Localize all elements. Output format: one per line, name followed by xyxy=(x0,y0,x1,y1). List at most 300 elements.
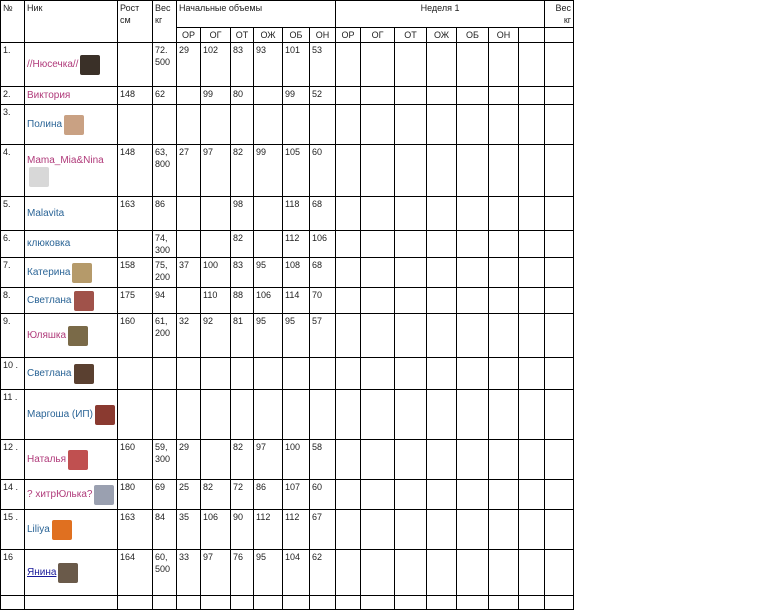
cell-height: 164 xyxy=(118,550,153,596)
cell-og xyxy=(201,231,231,258)
week-cell xyxy=(361,510,395,550)
week-cell xyxy=(395,87,427,105)
week-cell xyxy=(519,87,545,105)
cell-ot: 81 xyxy=(231,314,254,358)
cell-og: 92 xyxy=(201,314,231,358)
week-cell xyxy=(489,288,519,314)
empty-cell xyxy=(545,596,574,610)
cell-on: 68 xyxy=(310,197,336,231)
nick-name[interactable]: Янина xyxy=(27,567,57,578)
week-cell xyxy=(545,231,574,258)
nick-cell xyxy=(25,550,118,596)
cell-ob xyxy=(283,358,310,390)
cell-or: 27 xyxy=(177,145,201,197)
cell-on: 57 xyxy=(310,314,336,358)
initial-col-1: ОГ xyxy=(201,28,231,43)
week-cell xyxy=(427,145,457,197)
cell-on: 53 xyxy=(310,43,336,87)
week-cell xyxy=(545,197,574,231)
cell-ozh xyxy=(254,358,283,390)
week-cell xyxy=(489,440,519,480)
week-cell xyxy=(427,43,457,87)
week-cell xyxy=(336,550,361,596)
cell-or xyxy=(177,358,201,390)
week-cell xyxy=(361,145,395,197)
week-cell xyxy=(427,480,457,510)
row-number: 5. xyxy=(1,197,25,231)
table-row xyxy=(1,43,574,87)
cell-weight: 61, 200 xyxy=(153,314,177,358)
week-weight-header: Вес кг xyxy=(545,1,574,28)
week-col-4: ОБ xyxy=(457,28,489,43)
nick-cell xyxy=(25,288,118,314)
week-cell xyxy=(361,480,395,510)
empty-cell xyxy=(489,596,519,610)
empty-cell xyxy=(254,596,283,610)
week-cell xyxy=(336,231,361,258)
week-cell xyxy=(545,440,574,480)
cell-ot: 90 xyxy=(231,510,254,550)
week-col-0: ОР xyxy=(336,28,361,43)
week-cell xyxy=(489,480,519,510)
avatar xyxy=(58,563,78,583)
cell-height: 148 xyxy=(118,145,153,197)
cell-on xyxy=(310,105,336,145)
nick-name: Liliya xyxy=(27,524,50,535)
week-cell xyxy=(457,105,489,145)
week-cell xyxy=(395,258,427,288)
cell-ozh xyxy=(254,231,283,258)
week-cell xyxy=(519,510,545,550)
cell-weight: 94 xyxy=(153,288,177,314)
cell-og: 110 xyxy=(201,288,231,314)
week-cell xyxy=(336,288,361,314)
cell-og: 100 xyxy=(201,258,231,288)
cell-height xyxy=(118,358,153,390)
week-col-5: ОН xyxy=(489,28,519,43)
week-cell xyxy=(336,145,361,197)
week-cell xyxy=(395,480,427,510)
nick-name: //Нюсечка// xyxy=(27,59,79,70)
week-cell xyxy=(545,43,574,87)
cell-ob: 95 xyxy=(283,314,310,358)
cell-ot xyxy=(231,390,254,440)
cell-ot xyxy=(231,358,254,390)
week-cell xyxy=(395,510,427,550)
cell-ozh xyxy=(254,87,283,105)
nick-name: клюковка xyxy=(27,238,71,250)
cell-weight xyxy=(153,390,177,440)
week-cell xyxy=(489,358,519,390)
nick-name: Виктория xyxy=(27,89,71,101)
avatar xyxy=(52,520,72,540)
week-cell xyxy=(395,440,427,480)
row-number: 6. xyxy=(1,231,25,258)
cell-height xyxy=(118,390,153,440)
nick-name: Mama_Mia&Nina xyxy=(27,154,104,166)
nick-cell xyxy=(25,145,118,197)
cell-ot: 82 xyxy=(231,231,254,258)
week-cell xyxy=(395,197,427,231)
row-number: 12 . xyxy=(1,440,25,480)
cell-ob: 108 xyxy=(283,258,310,288)
week-cell xyxy=(457,145,489,197)
table-row xyxy=(1,231,574,258)
cell-on: 67 xyxy=(310,510,336,550)
cell-ob xyxy=(283,105,310,145)
table-row xyxy=(1,258,574,288)
week-cell xyxy=(427,87,457,105)
empty-cell xyxy=(395,596,427,610)
cell-height: 160 xyxy=(118,440,153,480)
cell-height: 148 xyxy=(118,87,153,105)
cell-on: 60 xyxy=(310,145,336,197)
cell-ob xyxy=(283,390,310,440)
empty-cell xyxy=(427,596,457,610)
avatar xyxy=(74,291,94,311)
table-row xyxy=(1,105,574,145)
week-cell xyxy=(519,105,545,145)
week-cell xyxy=(361,258,395,288)
week-cell xyxy=(457,87,489,105)
cell-ozh: 106 xyxy=(254,288,283,314)
cell-ozh: 95 xyxy=(254,258,283,288)
cell-ozh xyxy=(254,197,283,231)
week-cell xyxy=(489,87,519,105)
week-cell xyxy=(489,258,519,288)
week-cell xyxy=(336,314,361,358)
empty-cell xyxy=(25,596,118,610)
week-cell xyxy=(361,87,395,105)
week-cell xyxy=(489,550,519,596)
week-cell xyxy=(361,550,395,596)
cell-ob: 112 xyxy=(283,510,310,550)
cell-height xyxy=(118,231,153,258)
nick-cell xyxy=(25,197,118,231)
nick-cell xyxy=(25,105,118,145)
nick-name: Наталья xyxy=(27,454,67,465)
row-number: 7. xyxy=(1,258,25,288)
initial-col-5: ОН xyxy=(310,28,336,43)
empty-cell xyxy=(519,596,545,610)
week-cell xyxy=(361,197,395,231)
cell-ozh: 95 xyxy=(254,550,283,596)
week-cell xyxy=(489,43,519,87)
week-cell xyxy=(545,390,574,440)
week-cell xyxy=(361,358,395,390)
week-cell xyxy=(545,358,574,390)
row-number: 9. xyxy=(1,314,25,358)
cell-or: 37 xyxy=(177,258,201,288)
cell-ob: 118 xyxy=(283,197,310,231)
week-cell xyxy=(427,440,457,480)
cell-weight: 86 xyxy=(153,197,177,231)
week-cell xyxy=(336,87,361,105)
avatar xyxy=(64,115,84,135)
initial-col-3: ОЖ xyxy=(254,28,283,43)
week-col-extra xyxy=(519,28,545,43)
cell-ozh: 112 xyxy=(254,510,283,550)
nick-cell xyxy=(25,258,118,288)
cell-or: 33 xyxy=(177,550,201,596)
cell-weight: 63, 800 xyxy=(153,145,177,197)
week-cell xyxy=(336,510,361,550)
nick-cell xyxy=(25,510,118,550)
cell-ot xyxy=(231,105,254,145)
initial-measurements-header: Начальные объемы xyxy=(177,1,336,28)
week-cell xyxy=(336,440,361,480)
week-cell xyxy=(457,550,489,596)
week-cell xyxy=(361,105,395,145)
col-nick-header: Ник xyxy=(25,1,118,43)
week-cell xyxy=(361,390,395,440)
nick-name: Светлана xyxy=(27,368,72,379)
week-cell xyxy=(489,390,519,440)
cell-ot: 82 xyxy=(231,440,254,480)
week-cell xyxy=(361,43,395,87)
cell-or xyxy=(177,87,201,105)
col-height-header: Рост см xyxy=(118,1,153,43)
week-cell xyxy=(457,288,489,314)
week-cell xyxy=(336,258,361,288)
week-cell xyxy=(336,480,361,510)
table-row xyxy=(1,480,574,510)
week-cell xyxy=(519,43,545,87)
col-weight-header: Вес кг xyxy=(153,1,177,43)
week-cell xyxy=(457,231,489,258)
cell-og xyxy=(201,390,231,440)
nick-cell xyxy=(25,87,118,105)
nick-cell xyxy=(25,480,118,510)
nick-name: ? хитрЮлька? xyxy=(27,489,93,500)
nick-name: Malavita xyxy=(27,207,65,219)
week-cell xyxy=(457,197,489,231)
empty-cell xyxy=(361,596,395,610)
week-cell xyxy=(519,231,545,258)
cell-on: 52 xyxy=(310,87,336,105)
avatar xyxy=(74,364,94,384)
row-number: 10 . xyxy=(1,358,25,390)
cell-ozh: 93 xyxy=(254,43,283,87)
week-cell xyxy=(427,390,457,440)
week-cell xyxy=(427,231,457,258)
week-col-3: ОЖ xyxy=(427,28,457,43)
table-row xyxy=(1,390,574,440)
week-cell xyxy=(519,480,545,510)
cell-og: 99 xyxy=(201,87,231,105)
nick-cell xyxy=(25,440,118,480)
table-row-empty xyxy=(1,596,574,610)
week-weight-sub xyxy=(545,28,574,43)
week-cell xyxy=(519,390,545,440)
week-cell xyxy=(545,550,574,596)
week-cell xyxy=(427,288,457,314)
week-header: Неделя 1 xyxy=(336,1,545,28)
week-cell xyxy=(427,314,457,358)
week-cell xyxy=(361,314,395,358)
week-cell xyxy=(395,231,427,258)
cell-weight: 59, 300 xyxy=(153,440,177,480)
table-row xyxy=(1,314,574,358)
cell-ot: 83 xyxy=(231,43,254,87)
empty-cell xyxy=(118,596,153,610)
cell-on xyxy=(310,390,336,440)
week-cell xyxy=(519,358,545,390)
week-col-1: ОГ xyxy=(361,28,395,43)
cell-height: 163 xyxy=(118,197,153,231)
avatar xyxy=(94,485,114,505)
week-cell xyxy=(489,510,519,550)
cell-og: 97 xyxy=(201,550,231,596)
cell-or xyxy=(177,197,201,231)
week-cell xyxy=(395,288,427,314)
cell-og: 97 xyxy=(201,145,231,197)
week-cell xyxy=(336,105,361,145)
cell-ob: 100 xyxy=(283,440,310,480)
cell-weight: 75, 200 xyxy=(153,258,177,288)
week-cell xyxy=(519,550,545,596)
nick-name: Полина xyxy=(27,119,63,130)
cell-weight xyxy=(153,358,177,390)
cell-height: 158 xyxy=(118,258,153,288)
week-cell xyxy=(457,480,489,510)
week-cell xyxy=(395,550,427,596)
week-cell xyxy=(361,440,395,480)
cell-ozh: 95 xyxy=(254,314,283,358)
cell-og: 82 xyxy=(201,480,231,510)
nick-cell xyxy=(25,43,118,87)
week-cell xyxy=(545,510,574,550)
week-cell xyxy=(545,87,574,105)
col-no-header: № xyxy=(1,1,25,43)
week-col-2: ОТ xyxy=(395,28,427,43)
cell-ozh xyxy=(254,390,283,440)
cell-on xyxy=(310,358,336,390)
table-row xyxy=(1,87,574,105)
cell-or xyxy=(177,105,201,145)
cell-og xyxy=(201,358,231,390)
cell-height: 180 xyxy=(118,480,153,510)
row-number: 14 . xyxy=(1,480,25,510)
cell-weight: 84 xyxy=(153,510,177,550)
cell-ob: 101 xyxy=(283,43,310,87)
week-cell xyxy=(489,105,519,145)
empty-cell xyxy=(177,596,201,610)
row-number: 11 . xyxy=(1,390,25,440)
cell-ob: 105 xyxy=(283,145,310,197)
week-cell xyxy=(336,197,361,231)
week-cell xyxy=(519,314,545,358)
week-cell xyxy=(395,105,427,145)
nick-cell xyxy=(25,390,118,440)
cell-ob: 112 xyxy=(283,231,310,258)
week-cell xyxy=(395,358,427,390)
empty-cell xyxy=(201,596,231,610)
nick-cell xyxy=(25,314,118,358)
nick-cell xyxy=(25,358,118,390)
week-cell xyxy=(519,258,545,288)
empty-cell xyxy=(457,596,489,610)
row-number: 2. xyxy=(1,87,25,105)
week-cell xyxy=(545,105,574,145)
row-number: 4. xyxy=(1,145,25,197)
row-number: 16 xyxy=(1,550,25,596)
week-cell xyxy=(489,314,519,358)
row-number: 1. xyxy=(1,43,25,87)
initial-col-4: ОБ xyxy=(283,28,310,43)
empty-cell xyxy=(336,596,361,610)
initial-col-2: ОТ xyxy=(231,28,254,43)
week-cell xyxy=(427,510,457,550)
header-row-1 xyxy=(1,1,574,28)
week-cell xyxy=(361,231,395,258)
table-row xyxy=(1,510,574,550)
cell-on: 62 xyxy=(310,550,336,596)
cell-ot: 88 xyxy=(231,288,254,314)
cell-og xyxy=(201,197,231,231)
nick-name: Юляшка xyxy=(27,330,67,341)
week-cell xyxy=(457,258,489,288)
avatar xyxy=(72,263,92,283)
table-row xyxy=(1,440,574,480)
nick-name: Маргоша (ИП) xyxy=(27,409,93,420)
cell-og: 106 xyxy=(201,510,231,550)
table-row xyxy=(1,145,574,197)
cell-ot: 72 xyxy=(231,480,254,510)
cell-or: 25 xyxy=(177,480,201,510)
week-cell xyxy=(519,440,545,480)
cell-ozh xyxy=(254,105,283,145)
week-cell xyxy=(519,288,545,314)
week-cell xyxy=(457,440,489,480)
cell-ob: 99 xyxy=(283,87,310,105)
empty-cell xyxy=(310,596,336,610)
cell-ot: 76 xyxy=(231,550,254,596)
row-number: 8. xyxy=(1,288,25,314)
row-number: 3. xyxy=(1,105,25,145)
avatar xyxy=(29,167,49,187)
cell-weight: 62 xyxy=(153,87,177,105)
cell-og: 102 xyxy=(201,43,231,87)
cell-height xyxy=(118,43,153,87)
cell-or: 35 xyxy=(177,510,201,550)
cell-or xyxy=(177,288,201,314)
cell-height: 163 xyxy=(118,510,153,550)
cell-weight: 69 xyxy=(153,480,177,510)
cell-weight xyxy=(153,105,177,145)
cell-ot: 83 xyxy=(231,258,254,288)
week-cell xyxy=(361,288,395,314)
cell-or xyxy=(177,231,201,258)
week-cell xyxy=(427,105,457,145)
week-cell xyxy=(545,288,574,314)
week-cell xyxy=(395,43,427,87)
week-cell xyxy=(457,390,489,440)
table-row xyxy=(1,358,574,390)
cell-on: 106 xyxy=(310,231,336,258)
cell-ob: 114 xyxy=(283,288,310,314)
cell-weight: 72. 500 xyxy=(153,43,177,87)
row-number: 15 . xyxy=(1,510,25,550)
week-cell xyxy=(336,358,361,390)
cell-or: 32 xyxy=(177,314,201,358)
cell-on: 60 xyxy=(310,480,336,510)
cell-ozh: 97 xyxy=(254,440,283,480)
avatar xyxy=(68,326,88,346)
cell-ot: 82 xyxy=(231,145,254,197)
initial-col-0: ОР xyxy=(177,28,201,43)
cell-ot: 80 xyxy=(231,87,254,105)
